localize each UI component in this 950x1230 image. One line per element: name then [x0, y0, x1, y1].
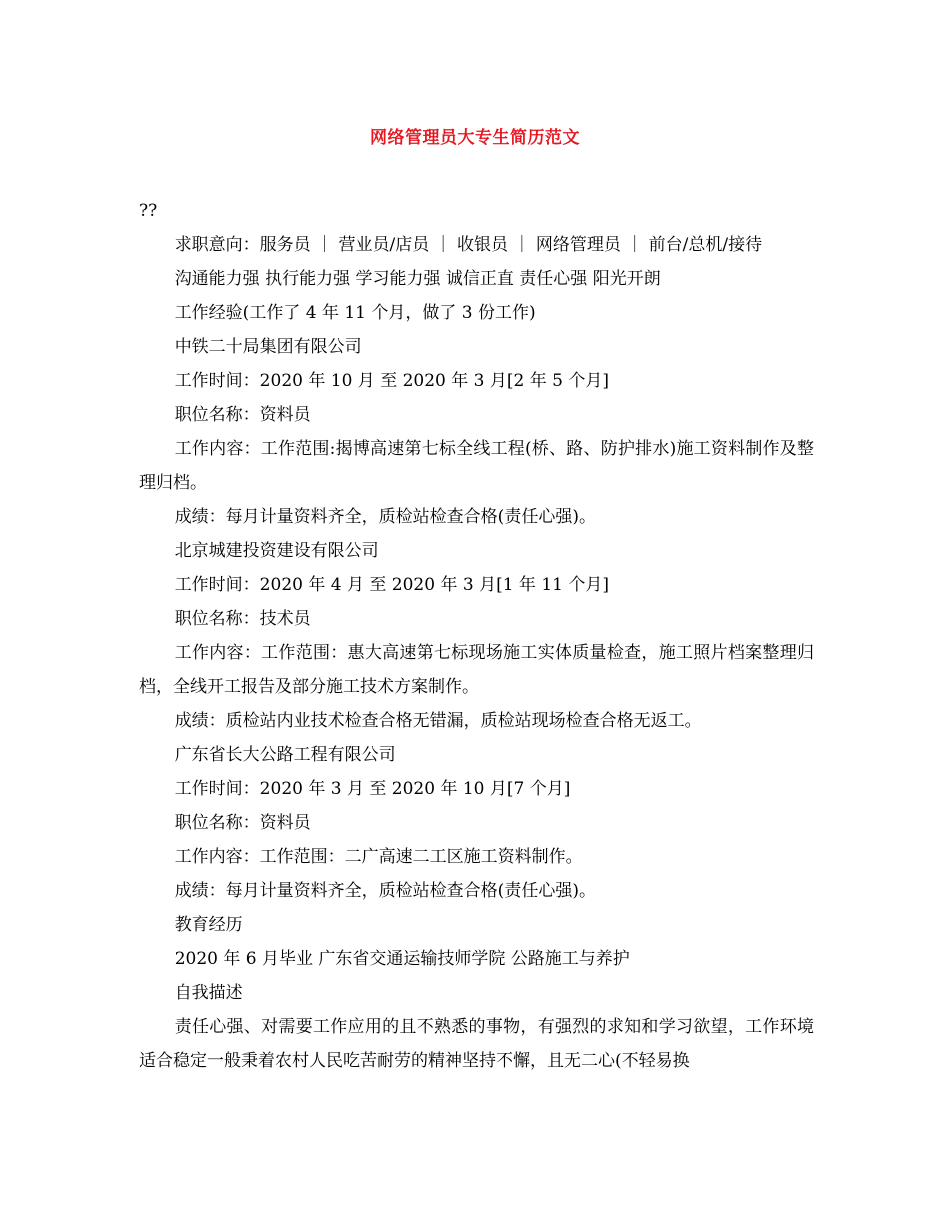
- paragraph-position-2: 职位名称：技术员: [174, 609, 311, 629]
- paragraph-company-3: 广东省长大公路工程有限公司: [174, 745, 396, 765]
- document-body: [139, 194, 814, 1078]
- paragraph-education-heading: 教育经历: [174, 915, 243, 935]
- paragraph-position-1: 职位名称：资料员: [174, 405, 311, 425]
- paragraph-work-time-2: 工作时间：2020 年 4 月 至 2020 年 3 月[1 年 11 个月]: [174, 575, 610, 595]
- paragraph-placeholder: ??: [139, 201, 158, 221]
- paragraph-work-time-1: 工作时间：2020 年 10 月 至 2020 年 3 月[2 年 5 个月]: [174, 371, 610, 391]
- paragraph-self-description-heading: 自我描述: [174, 983, 243, 1003]
- paragraph-strengths: 沟通能力强 执行能力强 学习能力强 诚信正直 责任心强 阳光开朗: [174, 269, 661, 289]
- paragraph-education-entry: 2020 年 6 月毕业 广东省交通运输技师学院 公路施工与养护: [174, 949, 630, 969]
- paragraph-achievement-1: 成绩：每月计量资料齐全，质检站检查合格(责任心强)。: [174, 507, 596, 527]
- paragraph-achievement-2: 成绩：质检站内业技术检查合格无错漏，质检站现场检查合格无返工。: [174, 711, 702, 731]
- paragraph-achievement-3: 成绩：每月计量资料齐全，质检站检查合格(责任心强)。: [174, 881, 596, 901]
- paragraph-company-2: 北京城建投资建设有限公司: [174, 541, 379, 561]
- paragraph-work-time-3: 工作时间：2020 年 3 月 至 2020 年 10 月[7 个月]: [174, 779, 571, 799]
- paragraph-job-intention: 求职意向：服务员 ｜ 营业员/店员 ｜ 收银员 ｜ 网络管理员 ｜ 前台/总机/接待: [174, 235, 763, 255]
- paragraph-work-experience-heading: 工作经验(工作了 4 年 11 个月，做了 3 份工作): [174, 303, 536, 323]
- paragraph-self-description: 责任心强、对需要工作应用的且不熟悉的事物，有强烈的求知和学习欲望，工作环境适合稳定一般秉着农村人民吃苦耐劳的精神坚持不懈，且无二心(不轻易换: [139, 1017, 814, 1071]
- paragraph-work-content-3: 工作内容：工作范围：二广高速二工区施工资料制作。: [174, 847, 583, 867]
- paragraph-work-content-1: 工作内容：工作范围:揭博高速第七标全线工程(桥、路、防护排水)施工资料制作及整理归档。: [139, 439, 814, 493]
- paragraph-work-content-2: 工作内容：工作范围：惠大高速第七标现场施工实体质量检查，施工照片档案整理归档，全线开工报告及部分施工技术方案制作。: [139, 643, 814, 697]
- paragraph-company-1: 中铁二十局集团有限公司: [174, 337, 362, 357]
- paragraph-position-3: 职位名称：资料员: [174, 813, 311, 833]
- document-title: 网络管理员大专生简历范文: [370, 128, 580, 148]
